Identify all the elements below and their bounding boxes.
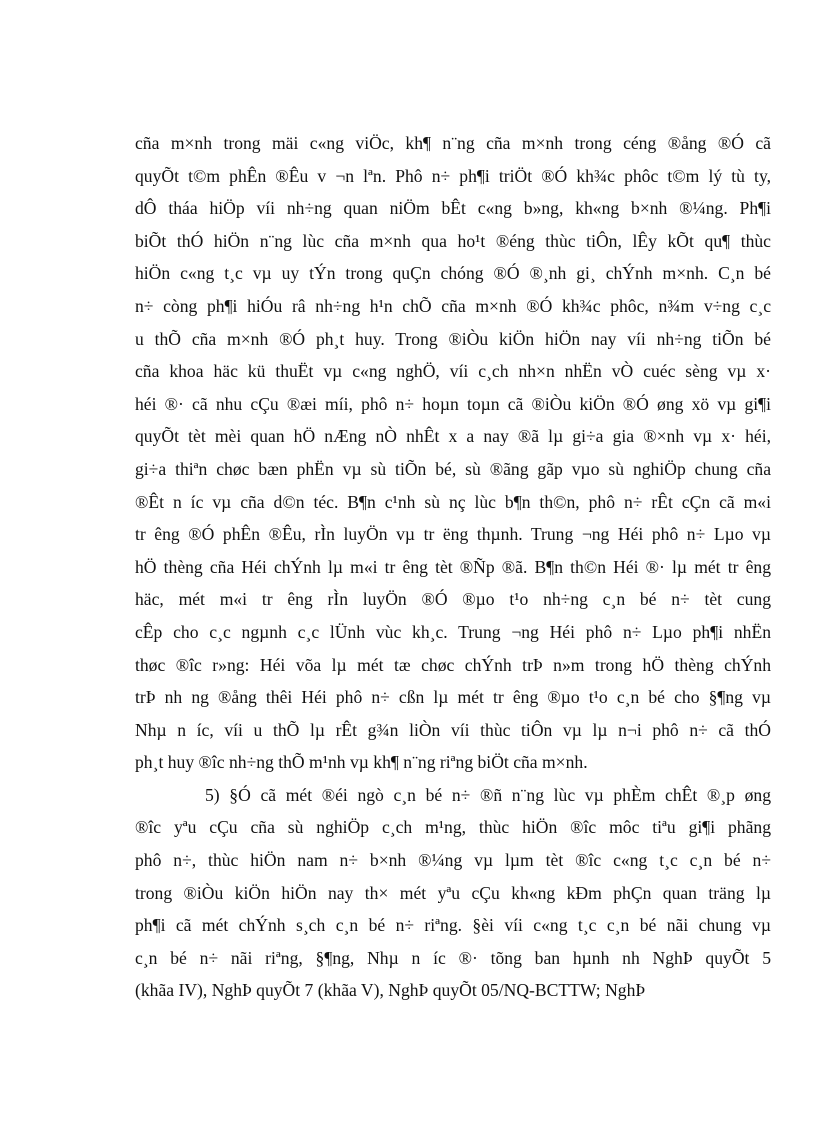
text-line: cÊp cho c¸c ngµnh c¸c lÜnh vùc kh¸c. Trung ¬ng Héi phô n÷ Lµo ph¶i nhËn [135, 621, 771, 642]
text-line: cña m×nh trong mäi c«ng viÖc, kh¶ n¨ng cña m×nh trong céng ®ång ®Ó cã [135, 133, 771, 153]
text-line: ®îc yªu cÇu cña sù nghiÖp c¸ch m¹ng, thùc hiÖn ®îc môc tiªu gi¶i phãng [135, 817, 771, 838]
text-line: quyÕt tèt mèi quan hÖ nÆng nÒ nhÊt x a nay ®ã lµ gi÷a gia ®×nh vµ x· héi, [135, 426, 771, 447]
text-line: dÔ tháa hiÖp víi nh÷ng quan niÖm bÊt c«ng b»ng, kh«ng b×nh ®¼ng. Ph¶i [135, 198, 771, 219]
text-line: u thÕ cña m×nh ®Ó ph¸t huy. Trong ®iÒu kiÖn hiÖn nay víi nh÷ng tiÕn bé [135, 328, 771, 349]
text-line: c¸n bé n÷ nãi riªng, §¶ng, Nhµ n íc ®· tõng ban hµnh nh NghÞ quyÕt 5 [135, 947, 771, 968]
text-line: ®Êt n íc vµ cña d©n téc. B¶n c¹nh sù nç lùc b¶n th©n, phô n÷ rÊt cÇn cã m«i [135, 491, 771, 512]
text-line: tr êng ®Ó phÊn ®Êu, rÌn luyÖn vµ tr ëng thµnh. Trung ¬ng Héi phô n÷ Lµo vµ [135, 524, 771, 545]
text-line: phô n÷, thùc hiÖn nam n÷ b×nh ®¼ng vµ lµm tèt ®îc c«ng t¸c c¸n bé n÷ [135, 850, 771, 871]
text-line: hiÖn c«ng t¸c vµ uy tÝn trong quÇn chóng ®Ó ®¸nh gi¸ chÝnh m×nh. C¸n bé [135, 263, 771, 284]
paragraph-2 [135, 779, 771, 1007]
text-line: hÖ thèng cña Héi chÝnh lµ m«i tr êng tèt ®Ñp ®ã. B¶n th©n Héi ®· lµ mét tr êng [135, 556, 771, 577]
text-line: ph¸t huy ®îc nh÷ng thÕ m¹nh vµ kh¶ n¨ng riªng biÖt cña m×nh. [135, 752, 588, 773]
text-line: biÕt thÓ hiÖn n¨ng lùc cña m×nh qua ho¹t ®éng thùc tiÔn, lÊy kÕt qu¶ thùc [135, 230, 771, 251]
text-line: cña khoa häc kü thuËt vµ c«ng nghÖ, víi c¸ch nh×n nhËn vÒ cuéc sèng vµ x· [135, 361, 771, 382]
text-line: héi ®· cã nhu cÇu ®æi míi, phô n÷ hoµn toµn cã ®iÒu kiÖn ®Ó øng xö vµ gi¶i [135, 393, 771, 414]
text-line: trÞ nh ng ®ång thêi Héi phô n÷ cßn lµ mét tr êng ®µo t¹o c¸n bé cho §¶ng vµ [135, 687, 771, 708]
text-line: Nhµ n íc, víi u thÕ lµ rÊt g¾n liÒn víi thùc tiÔn vµ lµ n¬i phô n÷ cã thÓ [135, 719, 771, 740]
text-line: 5) §Ó cã mét ®éi ngò c¸n bé n÷ ®ñ n¨ng lùc vµ phÈm chÊt ®¸p øng [205, 784, 771, 805]
document-body [135, 127, 771, 1007]
text-line: gi÷a thiªn chøc bæn phËn vµ sù tiÕn bé, sù ®ãng gãp vµo sù nghiÖp chung cña [135, 458, 771, 479]
text-line: n÷ còng ph¶i hiÓu râ nh÷ng h¹n chÕ cña m×nh ®Ó kh¾c phôc, n¾m v÷ng c¸c [135, 295, 771, 316]
text-line: trong ®iÒu kiÖn hiÖn nay th× mét yªu cÇu kh«ng kÐm phÇn quan träng lµ [135, 882, 771, 903]
paragraph-1 [135, 127, 771, 779]
text-line: thøc ®îc r»ng: Héi võa lµ mét tæ chøc chÝnh trÞ n»m trong hÖ thèng chÝnh [135, 654, 771, 675]
text-line: quyÕt t©m phÊn ®Êu v ¬n lªn. Phô n÷ ph¶i triÖt ®Ó kh¾c phôc t©m lý tù ty, [135, 165, 771, 186]
text-line: häc, mét m«i tr êng rÌn luyÖn ®Ó ®µo t¹o nh÷ng c¸n bé n÷ tèt cung [135, 589, 771, 610]
text-line: (khãa IV), NghÞ quyÕt 7 (khãa V), NghÞ quyÕt 05/NQ-BCTTW; NghÞ [135, 980, 646, 1001]
text-line: ph¶i cã mét chÝnh s¸ch c¸n bé n÷ riªng. §èi víi c«ng t¸c c¸n bé nãi chung vµ [135, 915, 771, 936]
